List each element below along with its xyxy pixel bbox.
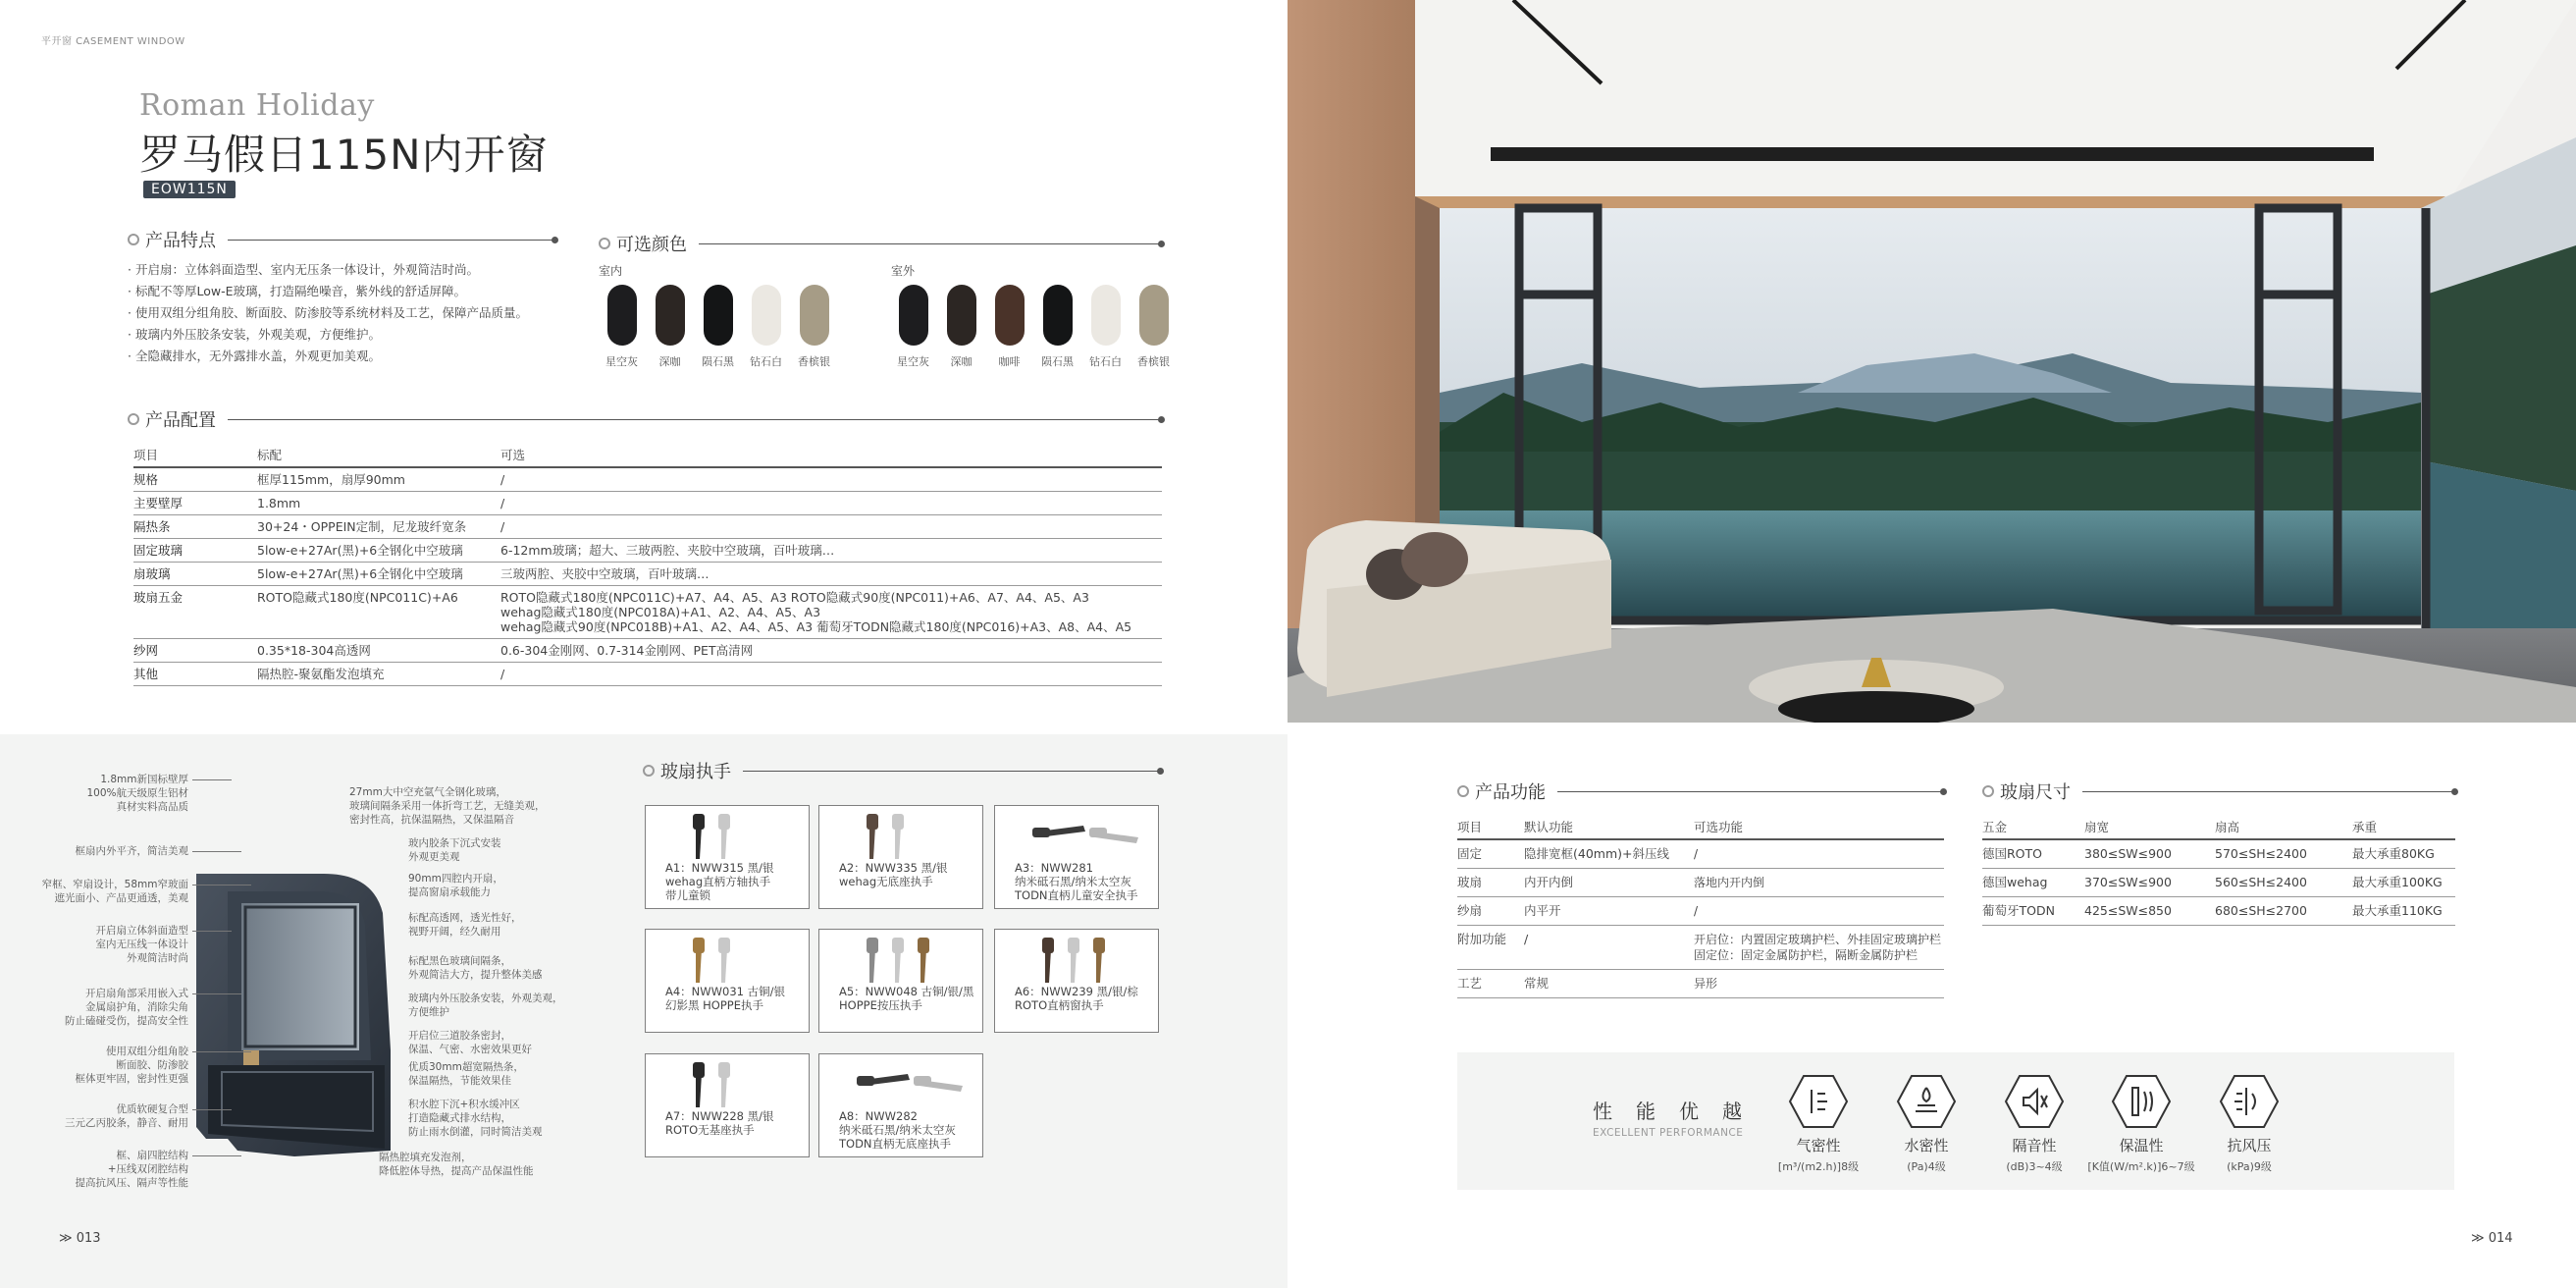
table-row [133,467,1162,492]
callout-leader-line [192,1051,251,1052]
handle-icon [849,810,967,863]
color-swatch-pill [704,285,733,346]
handle-card[interactable] [645,929,810,1033]
table-row [1982,869,2455,897]
table-cell: ROTO隐藏式180度(NPC011C)+A7、A4、A5、A3 ROTO隐藏式90度(NPC011)+A6、A7、A4、A5、A3 wehag隐藏式180度(NPC018A)+A1、A2、A4、A5、A3 wehag隐藏式90度(NPC018B)+A1、A2、A4、A5、A3 葡萄牙TODN隐藏式180度(NPC016)+A3、A8、A4、A5 [500,586,1162,639]
handle-card[interactable] [818,1053,983,1157]
handle-caption: A7：NWW228 黑/银 ROTO无基座执手 [665,1109,774,1137]
heading-bullet-icon [1982,785,1994,797]
diagram-callout-right: 27mm大中空充氩气全钢化玻璃， 玻璃间隔条采用一体折弯工艺，无缝美观， 密封性高，抗保温隔热，又保温隔音 [349,786,546,826]
indoor-swatch-row [598,285,838,369]
handle-caption: A8：NWW282 纳米砥石黑/纳米太空灰 TODN直柄无底座执手 [839,1109,956,1151]
color-swatch-name: 咖啡 [998,355,1021,368]
performance-item [1872,1074,1980,1174]
table-cell: 固定玻璃 [133,539,257,563]
sound-insulation-icon [2004,1074,2065,1129]
title-english: Roman Holiday [139,88,375,123]
watertightness-icon [1896,1074,1957,1129]
diagram-callout-right: 隔热腔填充发泡剂， 降低腔体导热，提高产品保温性能 [379,1152,534,1177]
page-arrow-icon: ≫ [2471,1231,2485,1246]
color-swatch-pill [607,285,637,346]
table-cell: 葡萄牙TODN [1982,897,2084,926]
diagram-callout-left: 开启扇立体斜面造型 室内无压线一体设计 外观简洁时尚 [95,925,188,964]
table-cell: 0.35*18-304高透网 [257,639,500,663]
outdoor-swatch-row [889,285,1178,369]
table-cell: 隐排宽框(40mm)+斜压线 [1524,839,1694,869]
performance-name: 气密性 [1796,1137,1841,1154]
features-heading-text: 产品特点 [145,231,216,251]
table-cell: 570≤SH≤2400 [2215,839,2352,869]
table-row [1982,897,2455,926]
table-row [1457,839,1944,869]
table-cell: 30+24・OPPEIN定制，尼龙玻纤宽条 [257,515,500,539]
color-swatch-pill [800,285,829,346]
table-cell: 附加功能 [1457,926,1524,970]
handle-icon [849,1058,967,1111]
title-chinese: 罗马假日115N内开窗 [139,131,549,179]
features-list [128,259,528,367]
diagram-callout-left: 框扇内外平齐，简洁美观 [75,845,188,857]
color-swatch-name: 香槟银 [1137,355,1170,368]
diagram-callout-right: 标配黑色玻璃间隔条， 外观简洁大方，提升整体美感 [408,955,543,981]
table-cell: 5low-e+27Ar(黑)+6全钢化中空玻璃 [257,539,500,563]
color-swatch-pill [1139,285,1169,346]
config-header-cell: 项目 [133,442,257,467]
table-row [1457,970,1944,998]
diagram-callout-right: 标配高透网，透光性好， 视野开阔，经久耐用 [408,912,522,938]
color-swatch-name: 深咖 [950,355,973,368]
table-cell: 560≤SH≤2400 [2215,869,2352,897]
table-cell: 异形 [1694,970,1944,998]
table-row [1457,897,1944,926]
dimensions-header-row [1982,814,2455,839]
table-cell: / [500,492,1162,515]
handle-card[interactable] [645,805,810,909]
diagram-callout-right: 玻内胶条下沉式安装 外观更美观 [408,837,501,863]
diagram-callout-right: 玻璃内外压胶条安装，外观美观， 方便维护 [408,993,563,1018]
heading-bullet-icon [1457,785,1469,797]
diagram-callout-left: 框、扇四腔结构 +压线双闭腔结构 提高抗风压、隔声等性能 [75,1150,188,1189]
handle-caption: A6：NWW239 黑/银/棕 ROTO直柄窗执手 [1015,985,1138,1012]
table-cell: / [500,467,1162,492]
table-cell: 扇玻璃 [133,563,257,586]
handle-icon [675,934,793,987]
dimensions-heading-text: 玻扇尺寸 [2000,782,2071,803]
table-row [133,563,1162,586]
colors-heading-text: 可选颜色 [616,235,687,255]
handles-heading-text: 玻扇执手 [660,762,731,782]
callout-leader-line [192,851,241,852]
table-cell: / [1694,897,1944,926]
heading-rule [2082,791,2455,792]
handle-card[interactable] [818,929,983,1033]
heading-rule [699,243,1162,244]
diagram-callout-left: 优质软硬复合型 三元乙丙胶条，静音、耐用 [65,1103,188,1129]
performance-item [1980,1074,2088,1174]
dimensions-header-cell: 五金 [1982,814,2084,839]
color-swatch-pill [752,285,781,346]
diagram-callout-right: 积水腔下沉+积水缓冲区 打造隐藏式排水结构， 防止雨水倒灌，同时简洁美观 [408,1099,543,1138]
heading-bullet-icon [128,413,139,425]
performance-value: [K值(W/m².k)]6~7级 [2087,1160,2195,1173]
handle-icon [675,1058,793,1111]
performance-value: (Pa)4级 [1907,1160,1946,1173]
table-cell: 纱网 [133,639,257,663]
page-number-right [2471,1231,2513,1246]
table-row [133,492,1162,515]
performance-item [2195,1074,2303,1174]
color-swatch [937,285,985,369]
color-swatch-name: 香槟银 [798,355,830,368]
outdoor-label: 室外 [891,264,916,278]
table-cell: 固定 [1457,839,1524,869]
performance-value: (kPa)9级 [2227,1160,2272,1173]
table-cell: 680≤SH≤2700 [2215,897,2352,926]
heading-bullet-icon [643,765,655,777]
table-cell: 框厚115mm，扇厚90mm [257,467,500,492]
table-cell: 内平开 [1524,897,1694,926]
color-swatch [598,285,646,369]
table-cell: 内开内倒 [1524,869,1694,897]
color-swatch [1033,285,1081,369]
config-header-row [133,442,1162,467]
table-cell: 三玻两腔、夹胶中空玻璃，百叶玻璃… [500,563,1162,586]
dimensions-header-cell: 扇高 [2215,814,2352,839]
dimensions-table [1982,814,2455,926]
table-cell: 380≤SW≤900 [2084,839,2215,869]
table-cell: 最大承重110KG [2352,897,2455,926]
table-cell: 开启位：内置固定玻璃护栏、外挂固定玻璃护栏 固定位：固定金属防护栏，隔断金属防护栏 [1694,926,1944,970]
table-cell: 规格 [133,467,257,492]
diagram-callout-left: 开启扇角部采用嵌入式 金属扇护角，消除尖角 防止磕碰受伤，提高安全性 [65,988,188,1027]
performance-name: 抗风压 [2227,1137,2272,1154]
performance-name: 水密性 [1904,1137,1949,1154]
config-table [133,442,1162,686]
functions-header-cell: 项目 [1457,814,1524,839]
feature-item: · 使用双组分组角胶、断面胶、防渗胶等系统材料及工艺，保障产品质量。 [128,302,528,324]
performance-name: 隔音性 [2012,1137,2057,1154]
heading-bullet-icon [128,234,139,245]
feature-item: · 开启扇：立体斜面造型、室内无压条一体设计，外观简洁时尚。 [128,259,528,281]
table-row [133,639,1162,663]
diagram-callout-left: 窄框、窄扇设计，58mm窄玻面 遮光面小、产品更通透，美观 [41,879,188,904]
functions-table [1457,814,1944,998]
handle-card[interactable] [994,805,1159,909]
table-cell: 德国ROTO [1982,839,2084,869]
page-number-text: 013 [76,1231,101,1246]
color-swatch [742,285,790,369]
config-header-cell: 标配 [257,442,500,467]
table-cell: / [500,663,1162,686]
feature-item: · 玻璃内外压胶条安装，外观美观，方便维护。 [128,324,528,346]
color-swatch-pill [1091,285,1121,346]
callout-leader-line [192,779,232,780]
color-swatch [1081,285,1130,369]
color-swatch-name: 陨石黑 [702,355,734,368]
heading-rule [228,419,1162,420]
color-swatch [985,285,1033,369]
table-cell: 425≤SW≤850 [2084,897,2215,926]
table-cell: 最大承重100KG [2352,869,2455,897]
table-row [1457,869,1944,897]
functions-heading [1457,779,1944,803]
dimensions-heading [1982,779,2455,803]
page-number-text: 014 [2488,1231,2513,1246]
performance-title: 性 能 优 越 [1593,1100,1744,1123]
right-page-bottom-background [1288,723,2576,1288]
table-cell: 常规 [1524,970,1694,998]
color-swatch-pill [656,285,685,346]
table-row [133,586,1162,639]
handles-heading [643,759,1161,782]
room-lake-photo [1288,0,2576,723]
performance-panel [1457,1052,2454,1190]
page-arrow-icon: ≫ [59,1231,73,1246]
heading-rule [228,240,555,241]
color-swatch-name: 钻石白 [1089,355,1122,368]
functions-heading-text: 产品功能 [1475,782,1546,803]
handle-caption: A2：NWW335 黑/银 wehag无底座执手 [839,861,948,888]
table-cell: 6-12mm玻璃；超大、三玻两腔、夹胶中空玻璃，百叶玻璃… [500,539,1162,563]
handle-icon [1025,934,1142,987]
handle-card[interactable] [645,1053,810,1157]
table-row [133,539,1162,563]
table-row [133,515,1162,539]
table-cell: 玻扇 [1457,869,1524,897]
functions-header-cell: 默认功能 [1524,814,1694,839]
table-cell: 玻扇五金 [133,586,257,639]
color-swatch-name: 深咖 [658,355,681,368]
table-cell: 0.6-304金刚网、0.7-314金刚网、PET高清网 [500,639,1162,663]
colors-heading [599,232,1162,255]
handle-caption: A3：NWW281 纳米砥石黑/纳米太空灰 TODN直柄儿童安全执手 [1015,861,1138,902]
diagram-callout-right: 90mm四腔内开扇， 提高窗扇承载能力 [408,873,503,898]
category-label: 平开窗 CASEMENT WINDOW [41,36,185,47]
table-cell: / [1524,926,1694,970]
handle-icon [1025,810,1142,863]
color-swatch [1130,285,1178,369]
room-scene-illustration [1288,0,2576,723]
color-swatch [790,285,838,369]
handle-caption: A4：NWW031 古铜/银 幻影黑 HOPPE执手 [665,985,786,1012]
color-swatch [694,285,742,369]
table-cell: 其他 [133,663,257,686]
thermal-insulation-icon [2111,1074,2172,1129]
table-cell: 工艺 [1457,970,1524,998]
performance-value: (dB)3~4级 [2006,1160,2063,1173]
handle-icon [675,810,793,863]
table-cell: 主要壁厚 [133,492,257,515]
model-badge: EOW115N [143,181,236,198]
color-swatch-pill [1043,285,1073,346]
callout-leader-line [192,931,232,932]
handle-caption: A1：NWW315 黑/银 wehag直柄方轴执手 带儿童锁 [665,861,774,902]
table-row [133,663,1162,686]
callout-leader-line [192,993,241,994]
color-swatch-name: 陨石黑 [1041,355,1074,368]
handle-caption: A5：NWW048 古铜/银/黑 HOPPE按压执手 [839,985,974,1012]
table-row [1457,926,1944,970]
table-cell: 纱扇 [1457,897,1524,926]
color-swatch-pill [995,285,1025,346]
airtightness-icon [1788,1074,1849,1129]
functions-header-cell: 可选功能 [1694,814,1944,839]
table-cell: 370≤SW≤900 [2084,869,2215,897]
performance-subtitle: EXCELLENT PERFORMANCE [1593,1127,1744,1139]
diagram-callout-left: 1.8mm新国标壁厚 100%航天级原生铝材 真材实料高品质 [86,774,188,813]
indoor-label: 室内 [599,264,623,278]
heading-rule [743,771,1161,772]
wind-pressure-icon [2219,1074,2280,1129]
functions-header-row [1457,814,1944,839]
heading-rule [1557,791,1944,792]
dimensions-header-cell: 承重 [2352,814,2455,839]
features-heading [128,228,555,251]
handle-card[interactable] [994,929,1159,1033]
performance-item [2087,1074,2195,1174]
color-swatch [889,285,937,369]
handle-card[interactable] [818,805,983,909]
color-swatch-name: 星空灰 [605,355,638,368]
heading-bullet-icon [599,238,610,249]
color-swatch-pill [899,285,928,346]
table-cell: 德国wehag [1982,869,2084,897]
performance-item [1764,1074,1872,1174]
callout-leader-line [192,1109,232,1110]
performance-value: [m³/(m2.h)]8级 [1777,1160,1860,1173]
color-swatch [646,285,694,369]
callout-leader-line [192,885,251,886]
feature-item: · 标配不等厚Low-E玻璃，打造隔绝噪音，紫外线的舒适屏障。 [128,281,528,302]
dimensions-header-cell: 扇宽 [2084,814,2215,839]
handle-icon [849,934,967,987]
table-cell: 1.8mm [257,492,500,515]
color-swatch-pill [947,285,976,346]
diagram-callout-right: 优质30mm超宽隔热条， 保温隔热，节能效果佳 [408,1061,524,1087]
table-cell: 隔热腔-聚氨酯发泡填充 [257,663,500,686]
color-swatch-name: 星空灰 [897,355,929,368]
table-cell: / [1694,839,1944,869]
table-cell: 落地内开内倒 [1694,869,1944,897]
diagram-callout-left: 使用双组分组角胶 断面胶、防渗胶 框体更牢固，密封性更强 [75,1046,188,1085]
page-number-left [59,1231,101,1246]
table-row [1982,839,2455,869]
table-cell: ROTO隐藏式180度(NPC011C)+A6 [257,586,500,639]
diagram-callout-right: 开启位三道胶条密封， 保温、气密、水密效果更好 [408,1030,532,1055]
config-heading-text: 产品配置 [145,410,216,431]
color-swatch-name: 钻石白 [750,355,782,368]
config-heading [128,407,1162,431]
table-cell: 隔热条 [133,515,257,539]
feature-item: · 全隐藏排水，无外露排水盖，外观更加美观。 [128,346,528,367]
config-header-cell: 可选 [500,442,1162,467]
table-cell: 最大承重80KG [2352,839,2455,869]
table-cell: 5low-e+27Ar(黑)+6全钢化中空玻璃 [257,563,500,586]
performance-name: 保温性 [2119,1137,2164,1154]
table-cell: / [500,515,1162,539]
callout-leader-line [192,1155,241,1156]
